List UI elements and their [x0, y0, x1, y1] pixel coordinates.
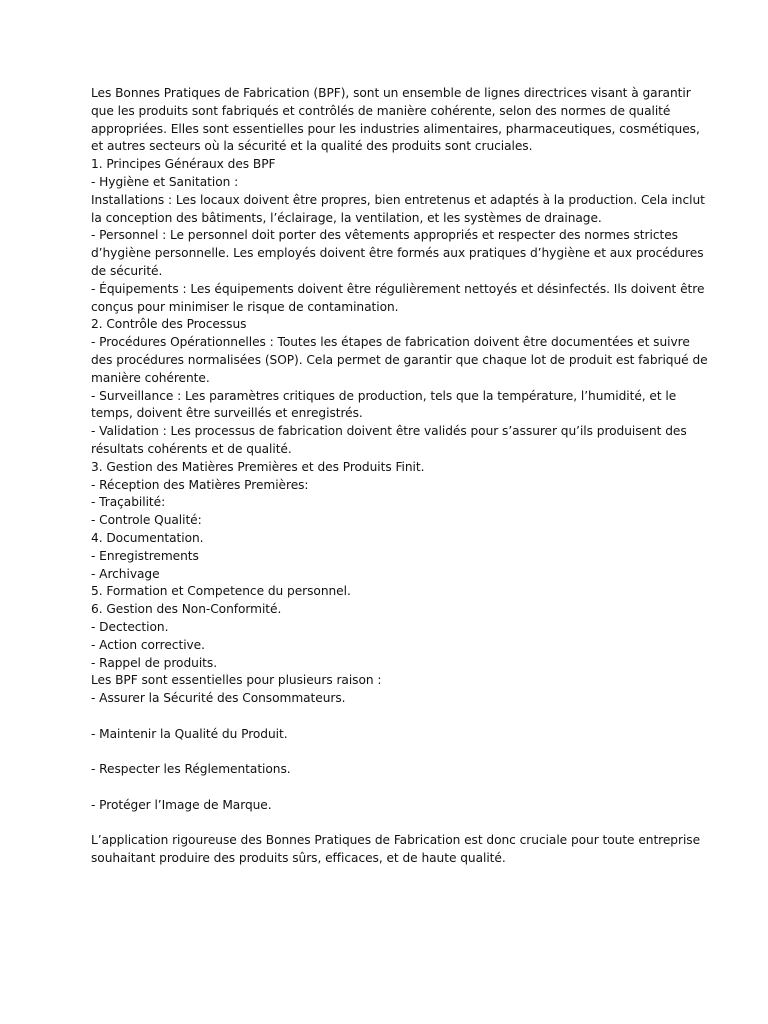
list-item: - Réception des Matières Premières: [91, 477, 309, 492]
list-item: - Enregistrements [91, 548, 199, 563]
text-line: Installations : Les locaux doivent être propres, bien entretenus et adaptés à la production. Cela inclut [91, 192, 705, 207]
section-heading: 1. Principes Généraux des BPF [91, 157, 276, 172]
text-line: L’application rigoureuse des Bonnes Pratiques de Fabrication est donc cruciale pour toute entreprise [91, 833, 701, 848]
text-line: de sécurité. [91, 263, 163, 278]
intro-paragraph [91, 85, 700, 156]
section-matieres-premieres [91, 459, 691, 530]
text-line: appropriées. Elles sont essentielles pour les industries alimentaires, pharmaceutiques, cosmétiques, [91, 121, 700, 136]
section-heading: 6. Gestion des Non-Conformité. [91, 602, 282, 617]
text-line: - Équipements : Les équipements doivent être régulièrement nettoyés et désinfectés. Ils doivent être [91, 281, 705, 296]
list-item: - Maintenir la Qualité du Produit. [91, 726, 288, 741]
conclusion-paragraph [91, 832, 701, 868]
text-line: - Procédures Opérationnelles : Toutes les étapes de fabrication doivent être documentées et suivre [91, 335, 690, 350]
text-line: manière cohérente. [91, 370, 210, 385]
equipements-paragraph [91, 281, 705, 317]
list-item: - Traçabilité: [91, 495, 166, 510]
text-line: et autres secteurs où la sécurité et la qualité des produits sont cruciales. [91, 139, 533, 154]
list-item: - Controle Qualité: [91, 513, 202, 528]
section-documentation [91, 530, 691, 583]
section-controle-processus [91, 316, 708, 458]
section-heading: 3. Gestion des Matières Premières et des Produits Finit. [91, 459, 425, 474]
blank-line [91, 708, 691, 726]
procedures-paragraph [91, 334, 708, 387]
text-line: - Validation : Les processus de fabrication doivent être validés pour s’assurer qu’ils produisent des [91, 424, 687, 439]
text-line: résultats cohérents et de qualité. [91, 441, 292, 456]
list-item: - Archivage [91, 566, 160, 581]
list-item: - Assurer la Sécurité des Consommateurs. [91, 691, 346, 706]
blank-line [91, 743, 691, 761]
document-page [91, 85, 708, 868]
section-heading: Les BPF sont essentielles pour plusieurs raison : [91, 673, 382, 688]
list-item: - Rappel de produits. [91, 655, 218, 670]
text-line: Les Bonnes Pratiques de Fabrication (BPF), sont un ensemble de lignes directrices visant à garantir [91, 86, 691, 100]
personnel-paragraph [91, 227, 704, 280]
section-heading: 2. Contrôle des Processus [91, 317, 247, 332]
text-line: - Surveillance : Les paramètres critiques de production, tels que la température, l’humidité, et le [91, 388, 677, 403]
text-line: souhaitant produire des produits sûrs, efficaces, et de haute qualité. [91, 851, 506, 866]
text-line: conçus pour minimiser le risque de contamination. [91, 299, 399, 314]
text-line: des procédures normalisées (SOP). Cela permet de garantir que chaque lot de produit est fabriqué de [91, 352, 708, 367]
text-line: que les produits sont fabriqués et contrôlés de manière cohérente, selon des normes de qualité [91, 103, 671, 118]
blank-line [91, 815, 691, 833]
list-item: - Action corrective. [91, 637, 205, 652]
list-item: - Protéger l’Image de Marque. [91, 797, 272, 812]
installations-paragraph [91, 192, 705, 228]
text-line: d’hygiène personnelle. Les employés doivent être formés aux pratiques d’hygiène et aux procédures [91, 246, 704, 261]
section-principes-generaux [91, 156, 705, 316]
text-line: temps, doivent être surveillés et enregistrés. [91, 406, 363, 421]
text-line: - Personnel : Le personnel doit porter des vêtements appropriés et respecter des normes strictes [91, 228, 678, 243]
section-heading: 4. Documentation. [91, 530, 204, 545]
list-item: - Dectection. [91, 619, 169, 634]
surveillance-paragraph [91, 388, 691, 424]
section-formation [91, 583, 691, 601]
text-line: la conception des bâtiments, l’éclairage, la ventilation, et les systèmes de drainage. [91, 210, 602, 225]
subsection-heading: - Hygiène et Sanitation : [91, 174, 239, 189]
section-non-conformite [91, 601, 691, 672]
validation-paragraph [91, 423, 691, 459]
section-raisons [91, 672, 691, 832]
section-heading: 5. Formation et Competence du personnel. [91, 584, 351, 599]
blank-line [91, 779, 691, 797]
list-item: - Respecter les Réglementations. [91, 762, 291, 777]
